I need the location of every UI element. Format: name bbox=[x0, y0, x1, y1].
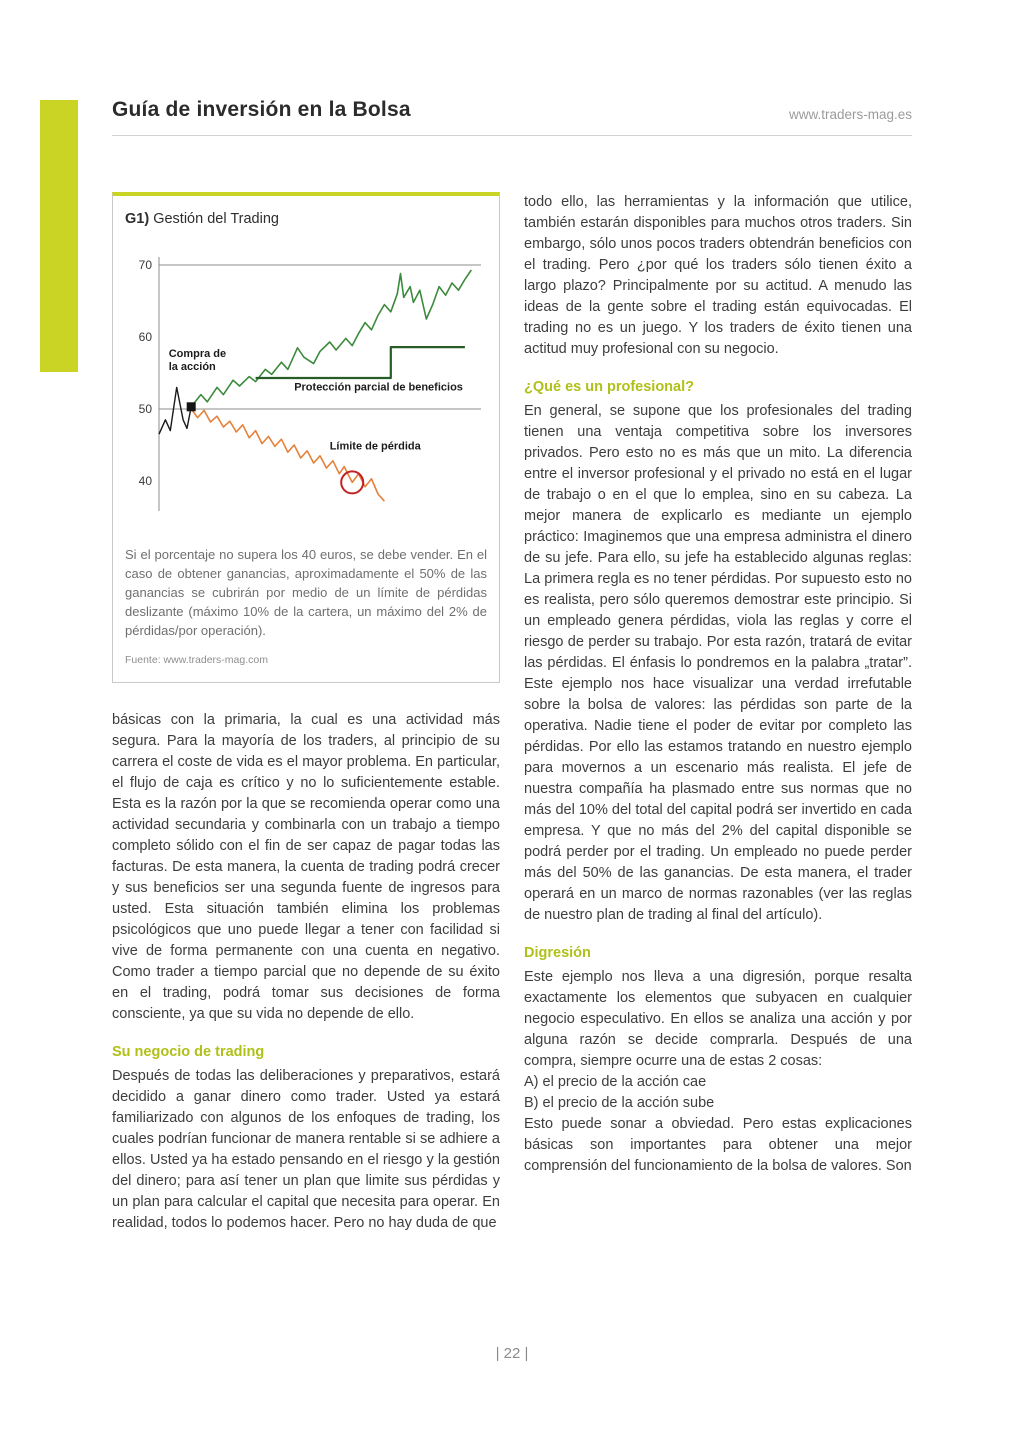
figure-title-text: Gestión del Trading bbox=[153, 211, 279, 227]
body-paragraph: Esto puede sonar a obviedad. Pero estas explicaciones básicas son importantes para obtener una mejor comprensión del funcionamiento de la bolsa de valores. Son bbox=[524, 1116, 912, 1174]
svg-text:60: 60 bbox=[138, 330, 152, 344]
body-paragraph: En general, se supone que los profesionales del trading tienen una ventaja competitiva sobre los inversores privados. Pero esto no es más que un mito. La diferencia entre el inversor profesional y el privado no está en el lugar de trabajo o en el que lo emplea, sino en su cabeza. La mejor manera de explicarlo es mediante un ejemplo práctico: Imaginemos que una empresa administra el dinero de su jefe. Para ello, su jefe ha establecido algunas reglas: La primera regla es no tener pérdidas. Por supuesto esto no es realista, pero sólo queremos demostrar este principio. Si un empleado genera pérdidas, viola las reglas y corre el riesgo de perder su trabajo. Por esta razón, tratará de evitar las pérdidas. El énfasis lo pondremos en la palabra „tratar”. Este ejemplo nos hace visualizar una verdad irrefutable sobre la bolsa de valores: las pérdidas son parte de la operativa. Nadie tiene el poder de evitar por completo las pérdidas. Por ello las estamos tratando en nuestro ejemplo para movernos a un escenario más realista. El jefe de nuestra compañía ha plasmado entre sus normas que no más del 10% del total del capital podrá ser invertido en cada empresa. Y que no más del 2% del capital disponible se podrá perder por el trading. Un empleado no puede perder más del 50% de las ganancias. De esta manera, el trader operará en un marco de normas razonables (ver las reglas de nuestro plan de trading al final del artículo). bbox=[524, 403, 912, 923]
figure-title bbox=[125, 209, 487, 230]
section-heading-digresion: Digresión bbox=[524, 945, 591, 961]
body-paragraph: básicas con la primaria, la cual es una actividad más segura. Para la mayoría de los traders, al principio de su carrera el coste de vida es el mayor problema. En particular, el flujo de caja es crítico y no lo suficientemente estable. Esta es la razón por la que se recomienda operar como una actividad secundaria y combinarla con un trabajo a tiempo completo sólido con el fin de ser capaz de pagar todas las facturas. De esta manera, la cuenta de trading podrá crecer y sus beneficios ser una segunda fuente de ingresos para usted. Esta situación también elimina los problemas psicológicos que uno puede llegar a tener con facilidad si vive de forma permanente con una cuenta en negativo. Como trader a tiempo parcial que no depende de su éxito en el trading, podrá tomar sus decisiones de forma consciente, ya que su vida no depende de ello. bbox=[112, 712, 500, 1022]
figure-source: Fuente: www.traders-mag.com bbox=[125, 654, 268, 666]
accent-bar bbox=[40, 100, 78, 372]
body-paragraph: Este ejemplo nos lleva a una digresión, porque resalta exactamente los elementos que subyacen en cualquier negocio especulativo. En ellos se analiza una acción y por alguna razón se decide comprarla. Después de una compra, siempre ocurre una de estas 2 cosas: bbox=[524, 969, 912, 1069]
svg-text:Protección parcial de benefici: Protección parcial de beneficios bbox=[294, 381, 463, 394]
list-item-a: A) el precio de la acción cae bbox=[524, 1074, 707, 1090]
left-column bbox=[112, 192, 500, 1234]
svg-text:40: 40 bbox=[138, 474, 152, 488]
right-column bbox=[524, 192, 912, 1234]
figure-g1 bbox=[112, 192, 500, 683]
header-divider bbox=[112, 135, 912, 136]
page-title: Guía de inversión en la Bolsa bbox=[112, 98, 411, 121]
list-item-b: B) el precio de la acción sube bbox=[524, 1095, 715, 1111]
page-footer bbox=[0, 1345, 1024, 1362]
body-paragraph: todo ello, las herramientas y la información que utilice, también estarán disponibles para muchos otros traders. Sin embargo, sólo unos pocos traders obtendrán beneficios con el trading. Pero ¿por qué los traders sólo tienen éxito a largo plazo? Principalmente por su actitud. A menudo las ideas de la gente sobre el trading están equivocadas. El trading no es un juego. Y los traders de éxito tienen una actitud muy profesional con su negocio. bbox=[524, 194, 912, 357]
chart-container bbox=[125, 239, 487, 538]
svg-text:Compra dela acción: Compra de la acción bbox=[168, 348, 227, 374]
section-heading-profesional: ¿Qué es un profesional? bbox=[524, 379, 694, 395]
figure-label: G1) bbox=[125, 211, 150, 227]
trading-chart bbox=[125, 239, 487, 531]
figure-caption: Si el porcentaje no supera los 40 euros, se debe vender. En el caso de obtener ganancias, aproximadamente el 50% de las ganancias se cubrirán por medio de un límite de pérdidas deslizante (máximo 10% de la cartera, un máximo del 2% de pérdidas/por operación). bbox=[125, 547, 487, 638]
body-paragraph: Después de todas las deliberaciones y preparativos, estará decidido a ganar dinero como trader. Usted ya estará familiarizado con algunos de los enfoques de trading, los cuales podrían funcionar de manera rentable si se adhiere a ellos. Usted ya ha estado pensando en el riesgo y la gestión del dinero; para así tener un plan que limite sus pérdidas y un plan para calcular el capital que necesita para operar. En realidad, todos lo podemos hacer. Pero no hay duda de que bbox=[112, 1068, 500, 1231]
svg-text:Límite de pérdida: Límite de pérdida bbox=[329, 440, 421, 453]
svg-text:50: 50 bbox=[138, 402, 152, 416]
page-header bbox=[112, 0, 912, 122]
two-column-body bbox=[112, 192, 912, 1234]
section-heading-su-negocio: Su negocio de trading bbox=[112, 1044, 265, 1060]
site-url: www.traders-mag.es bbox=[788, 107, 912, 122]
page-number: | 22 | bbox=[495, 1345, 529, 1362]
svg-text:70: 70 bbox=[138, 258, 152, 272]
page-content bbox=[112, 0, 912, 1234]
